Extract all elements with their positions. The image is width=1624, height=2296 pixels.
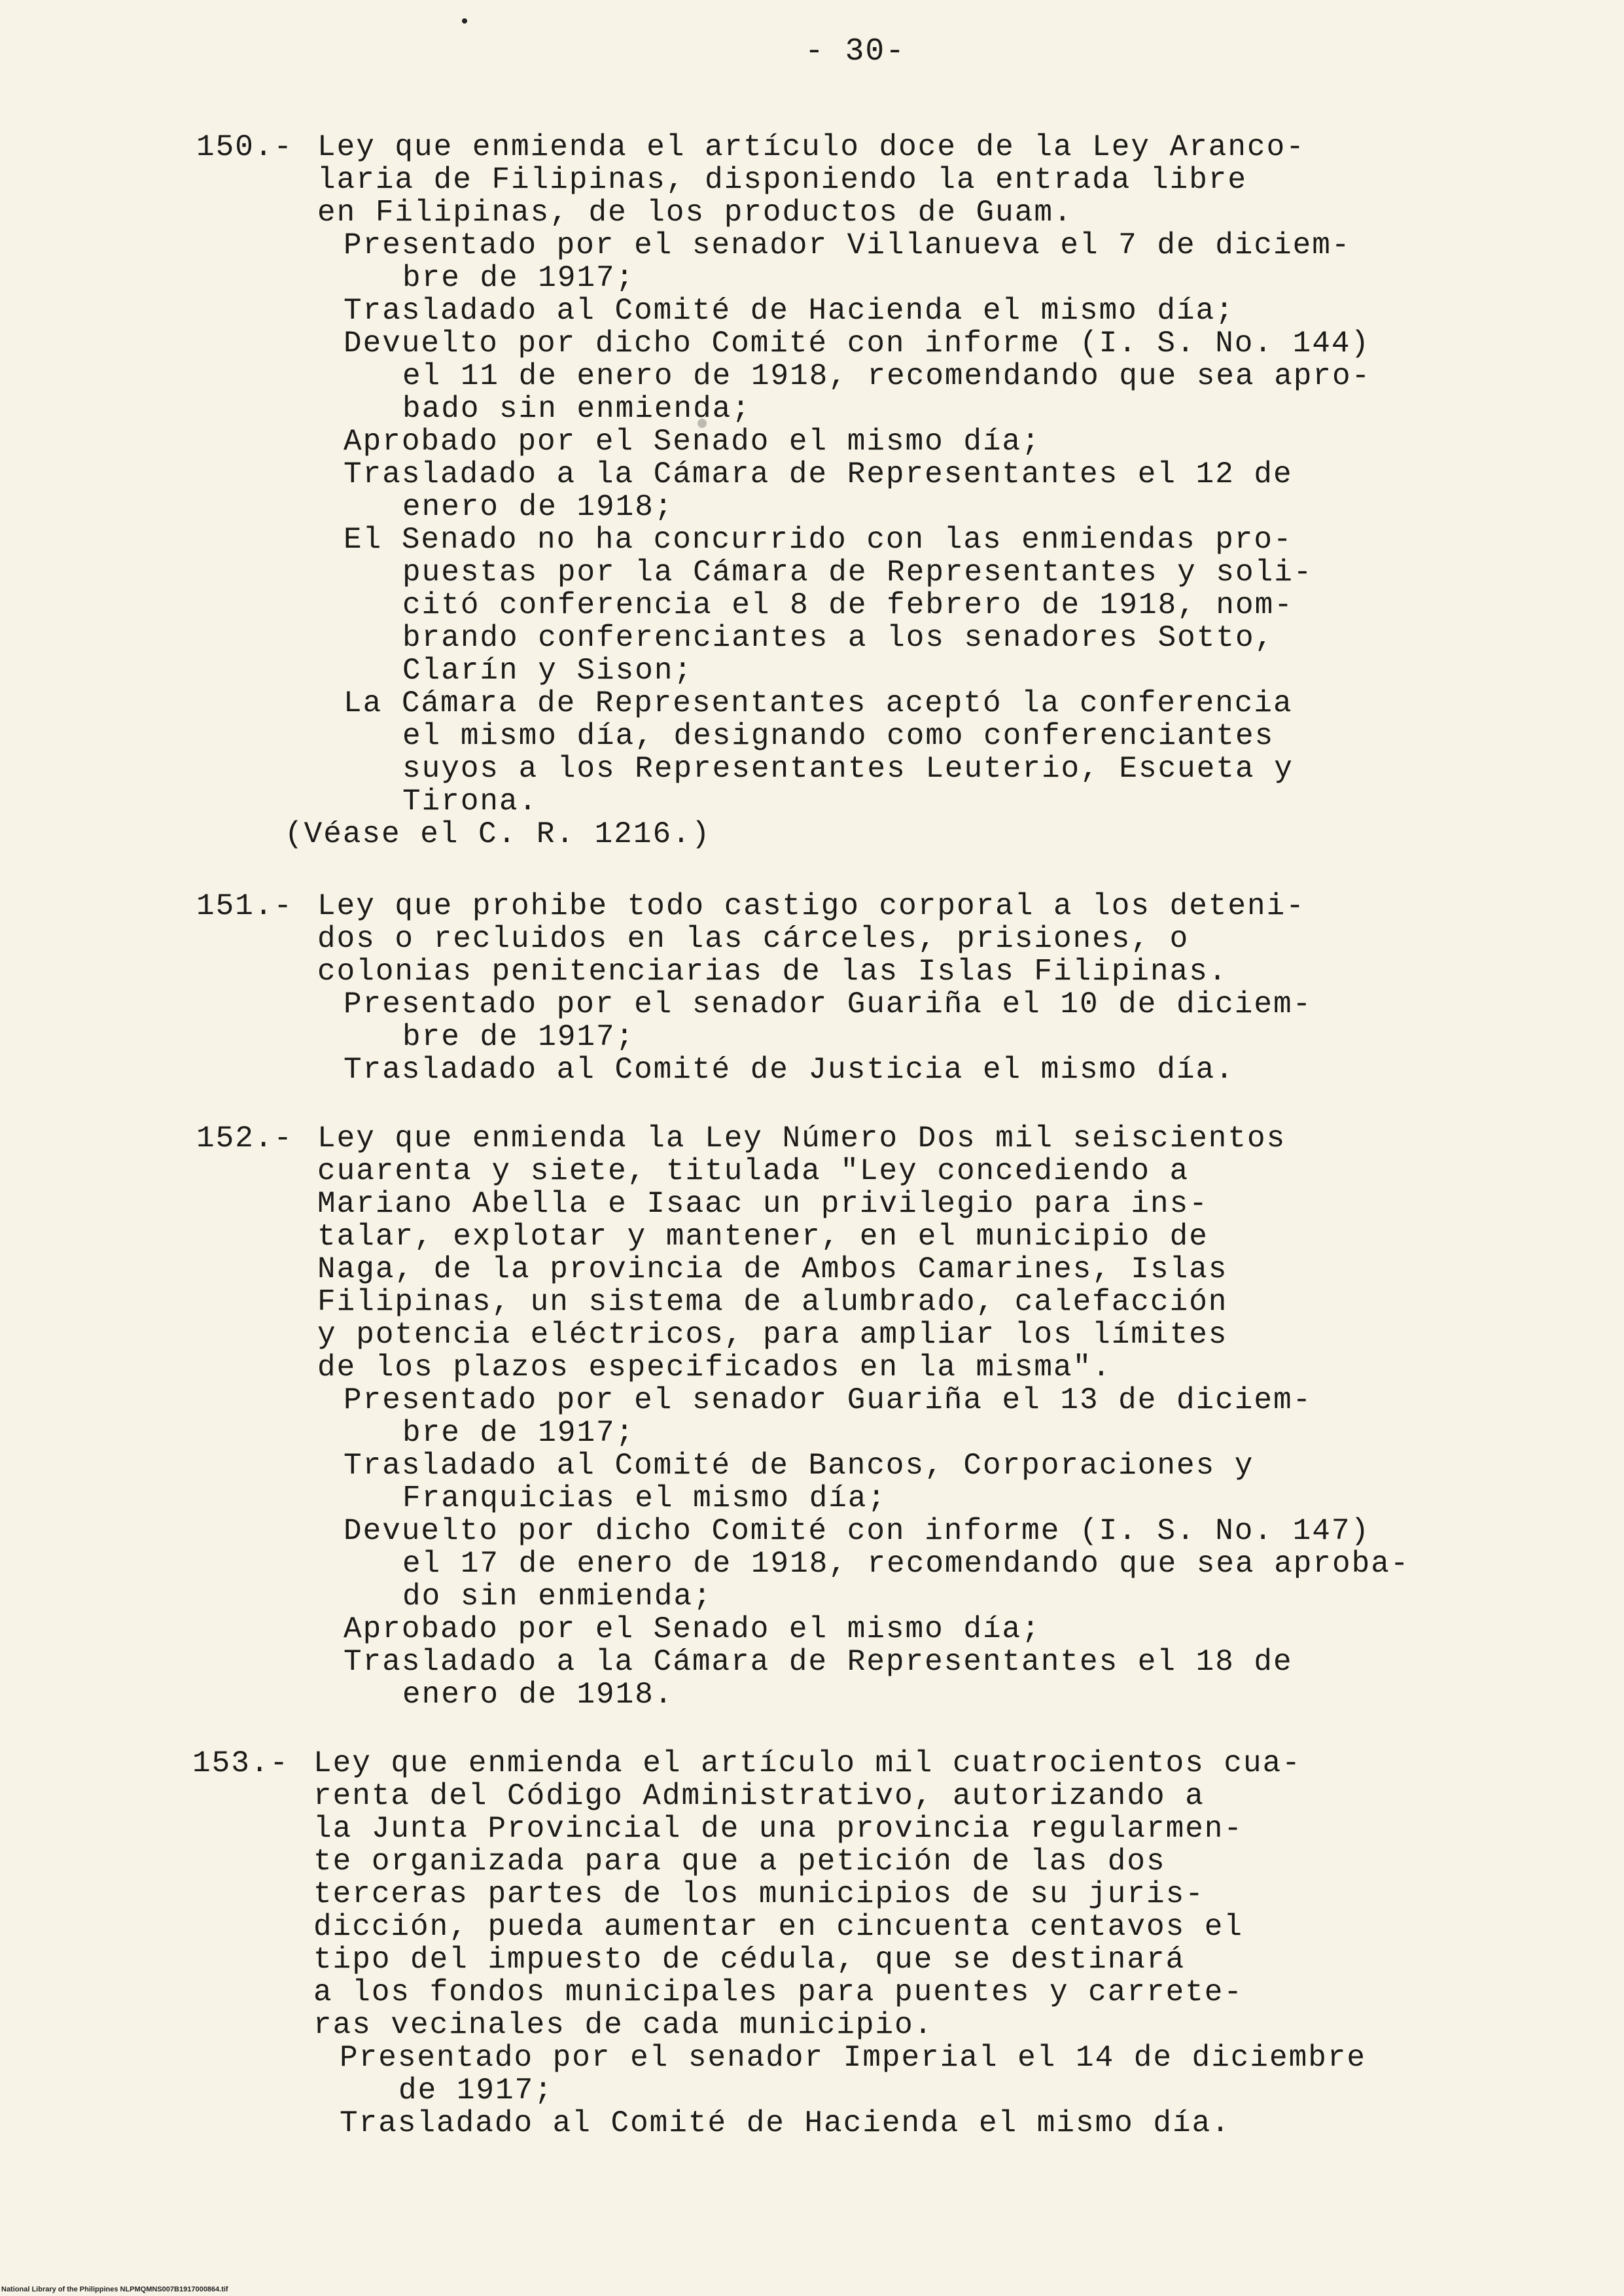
page-number: - 30- [805,34,906,69]
legislative-action [196,229,1371,294]
bill-title-line: Ley que enmienda la Ley Número Dos mil seiscientos [317,1122,1286,1156]
action-line: el 17 de enero de 1918, recomendando que sea aproba- [402,1547,1410,1581]
action-line: Trasladado a la Cámara de Representantes el 18 de [344,1645,1293,1679]
action-line: brando conferenciantes a los senadores Sotto, [402,621,1275,655]
action-line: La Cámara de Representantes aceptó la conferencia [344,686,1293,720]
bill-number: 150.- [196,130,294,164]
bill-title-line: terceras partes de los municipios de su juris- [313,1877,1205,1911]
bill-number: 152.- [196,1122,294,1156]
action-line: enero de 1918; [402,490,674,524]
action-line: puestas por la Cámara de Representantes y soli- [402,556,1313,590]
action-line: bado sin enmienda; [402,392,751,426]
bill-title-line: en Filipinas, de los productos de Guam. [317,196,1073,230]
action-line: El Senado no ha concurrido con las enmiendas pro- [344,523,1293,557]
bill-title-line: Ley que prohibe todo castigo corporal a los deteni- [317,889,1305,923]
bill-title [192,1747,1366,2041]
action-line: bre de 1917; [402,1416,635,1450]
action-line: Trasladado al Comité de Bancos, Corporaciones y [344,1449,1254,1483]
action-line: Franquicias el mismo día; [402,1481,887,1515]
legislative-action [196,458,1371,523]
bill-title-line: Ley que enmienda el artículo mil cuatrocientos cua- [313,1746,1301,1780]
legislative-action [196,1384,1409,1449]
bill-number: 153.- [192,1746,290,1780]
action-line: Presentado por el senador Guariña el 10 de diciem- [344,987,1313,1021]
bill-title-line: Ley que enmienda el artículo doce de la Ley Aranco- [317,130,1305,164]
bill-entry [196,1122,1409,1711]
legislative-action [196,294,1371,327]
action-line: Presentado por el senador Villanueva el 7 de diciem- [344,228,1351,262]
legislative-action [196,687,1371,818]
bill-title [196,131,1371,229]
bill-title-line: cuarenta y siete, titulada "Ley concediendo a [317,1154,1190,1188]
action-line: suyos a los Representantes Leuterio, Escueta y [402,752,1294,786]
bill-title-line: renta del Código Administrativo, autorizando a [313,1779,1205,1813]
legislative-action [196,1053,1312,1086]
archive-footer: National Library of the Philippines NLPMQMNS007B1917000864.tif [1,2286,228,2293]
bill-title-line: laria de Filipinas, disponiendo la entrada libre [317,163,1248,197]
ink-dot [462,18,467,24]
bill-title-line: la Junta Provincial de una provincia regularmen- [313,1812,1244,1846]
bill-title-line: dos o recluidos en las cárceles, prisiones, o [317,922,1190,956]
action-line: Aprobado por el Senado el mismo día; [344,1612,1041,1646]
bill-title-line: te organizada para que a petición de las dos [313,1845,1166,1879]
bill-entry [196,131,1371,851]
action-line: de 1917; [398,2074,554,2108]
legislative-action [196,1613,1409,1646]
action-line: bre de 1917; [402,1020,635,1054]
action-line: do sin enmienda; [402,1580,713,1614]
bill-title-line: colonias penitenciarias de las Islas Filipinas. [317,955,1228,989]
action-line: el 11 de enero de 1918, recomendando que sea apro- [402,359,1371,393]
action-line: Trasladado al Comité de Justicia el mismo día. [344,1053,1235,1087]
bill-title-line: dicción, pueda aumentar en cincuenta centavos el [313,1910,1244,1944]
action-line: Tirona. [402,785,538,819]
bill-title-line: de los plazos especificados en la misma". [317,1351,1112,1385]
legislative-action [192,2107,1366,2140]
bill-title-line: Mariano Abella e Isaac un privilegio para ins- [317,1187,1209,1221]
action-line: citó conferencia el 8 de febrero de 1918, nom- [402,588,1294,622]
legislative-action [192,2041,1366,2107]
bill-title [196,890,1312,988]
bill-entry [192,1747,1366,2140]
bill-title-line: ras vecinales de cada municipio. [313,2008,934,2042]
cross-reference-note: (Véase el C. R. 1216.) [285,817,711,851]
legislative-action [196,988,1312,1053]
legislative-action [196,425,1371,458]
bill-title [196,1122,1409,1384]
action-line: Devuelto por dicho Comité con informe (I. S. No. 144) [344,327,1371,361]
action-line: Devuelto por dicho Comité con informe (I. S. No. 147) [344,1514,1371,1548]
bill-entry [196,890,1312,1086]
action-line: Presentado por el senador Guariña el 13 de diciem- [344,1383,1313,1417]
action-line: enero de 1918. [402,1678,674,1712]
legislative-action [196,523,1371,687]
legislative-action [196,1646,1409,1711]
legislative-action [196,327,1371,425]
action-line: bre de 1917; [402,261,635,295]
action-line: Aprobado por el Senado el mismo día; [344,425,1041,459]
bill-title-line: a los fondos municipales para puentes y carrete- [313,1975,1244,2009]
legislative-action [196,1515,1409,1613]
action-line: Trasladado a la Cámara de Representantes el 12 de [344,457,1293,491]
action-line: Presentado por el senador Imperial el 14 de diciembre [340,2041,1367,2075]
action-line: el mismo día, designando como conferenciantes [402,719,1275,753]
bill-title-line: Naga, de la provincia de Ambos Camarines, Islas [317,1252,1228,1286]
bill-title-line: Filipinas, un sistema de alumbrado, calefacción [317,1285,1228,1319]
bill-title-line: y potencia eléctricos, para ampliar los límites [317,1318,1228,1352]
bill-number: 151.- [196,889,294,923]
action-line: Trasladado al Comité de Hacienda el mismo día; [344,294,1235,328]
action-line: Clarín y Sison; [402,654,694,688]
bill-title-line: tipo del impuesto de cédula, que se destinará [313,1943,1186,1977]
action-line: Trasladado al Comité de Hacienda el mismo día. [340,2106,1231,2140]
bill-title-line: talar, explotar y mantener, en el municipio de [317,1220,1209,1254]
legislative-action [196,1449,1409,1515]
